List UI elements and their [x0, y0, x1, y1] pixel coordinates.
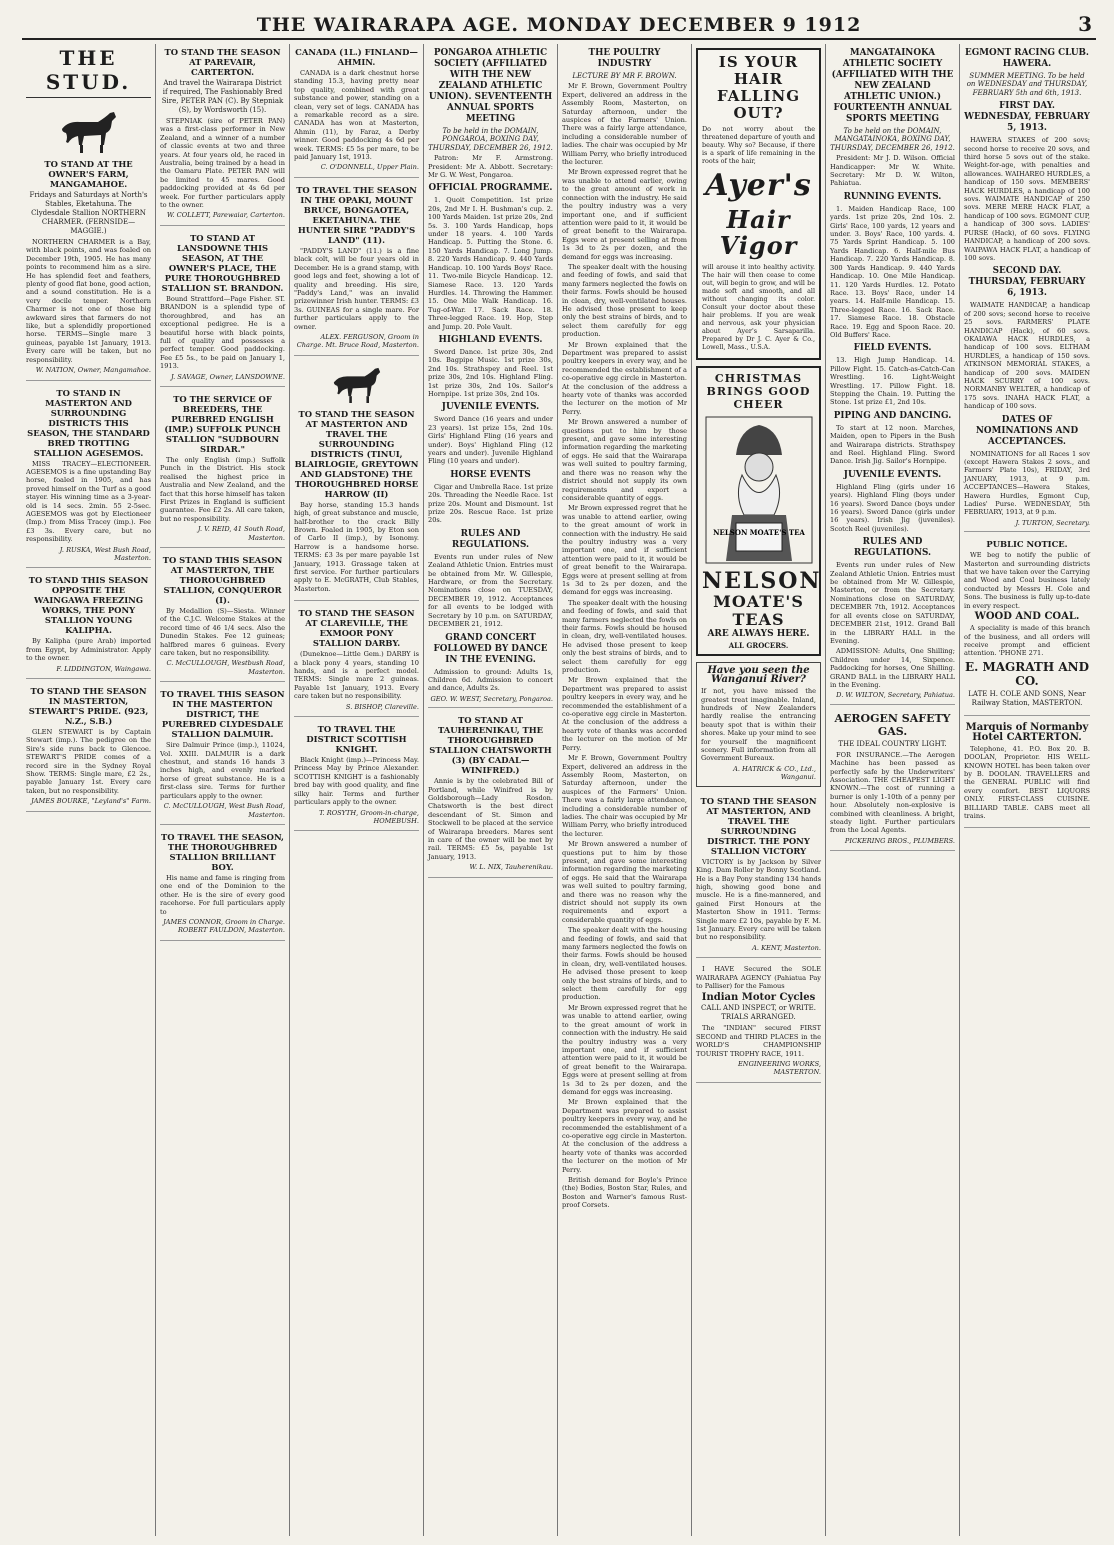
paragraph: The speaker dealt with the housing and feeding of fowls, and said that many farmers neglected the fowls on their farms. Fowls should be housed in clean, dry, well-ventilated houses. He advised those present to keep only the best strains of birds, and to select them carefully for egg production. — [562, 926, 687, 1002]
ad-heading: TO STAND IN MASTERTON AND SURROUNDING DISTRICTS THIS SEASON, THE STANDARD BRED TROTTING STALLION AGESEMOS. — [27, 387, 150, 458]
stud-ad-agesemos — [26, 385, 151, 569]
ad-subheading: Fridays and Saturdays at North's Stables, Eketahuna. The Clydesdale Stallion NORTHERN CHARMER. (FERNSIDE—MAGGIE.) — [29, 191, 148, 235]
ad-signature: F. LIDDINGTON, Waingawa. — [56, 664, 151, 673]
mangatainoka-notice — [830, 154, 955, 700]
rules-text: Events run under rules of New Zealand Athletic Union. Entries must be obtained from Mr. W. Gillespie, Hardware, or from the Secretary. Nominations close on TUESDAY, DECEMBER 19, 1912. Acceptances for all events to be lodged with Secretary by 10 p.m. on SATURDAY, DECEMBER 21, 1912. — [428, 552, 553, 629]
river-ad-heading: Have you seen the Wanganui River? — [707, 665, 810, 685]
stud-ad-brilliant-boy — [160, 829, 285, 941]
horse-illustration-icon — [54, 109, 124, 155]
river-ad-body: If not, you have missed the greatest treat imaginable. Inland, hundreds of New Zealanders hardly realise the entrancing beauty spot that is within their shores. Make up your mind to see for yourself the magnificent scenery. Full information from all Government Bureaux. — [701, 687, 816, 763]
poultry-article-body — [562, 82, 687, 1209]
column-3 — [290, 44, 424, 1536]
dates-text: NOMINATIONS for all Races 1 sov (except Hawera Stakes 2 sovs., and Farmers' Plate 10s), FRIDAY, 3rd JANUARY, 1913, at 9 p.m. ACCEPTANCES—Hawera Stakes, Hawera Hurdles, Egmont Cup, Ladies' Purse. WEDNESDAY, 5th FEBRUARY, 1913, at 9 p.m. — [964, 449, 1090, 517]
stud-ad-scottish-knight — [294, 721, 419, 831]
paragraph: Mr Brown explained that the Department was prepared to assist poultry keepers in every way, and he recommended the establishment of a co-operative egg circle in Masterton. At the conclusion of the address a hearty vote of thanks was accorded the lecturer on the motion of Mr Perry. — [562, 1098, 687, 1174]
ad-heading: TO TRAVEL THE SEASON, THE THOROUGHBRED STALLION BRILLIANT BOY. — [161, 831, 284, 872]
hotel-body: Telephone, 41. P.O. Box 20. B. DOOLAN, Proprietor. HIS WELL-KNOWN HOTEL has been taken over by B. DOOLAN. TRAVELLERS and the GENERAL PUBLIC will find every comfort. BEST LIQUORS ONLY. FIRST-CLASS CUISINE. BILLIARD TABLE. CABS meet all trains. — [964, 744, 1090, 820]
ad-subheading: And travel the Wairarapa District if required, The Fashionably Bred Sire, PETER PAN (C). By Stepniak (S), by Wordsworth (15). — [161, 79, 284, 114]
horse-events-text: Cigar and Umbrella Race. 1st prize 20s. Threading the Needle Race. 1st prize 20s. Mount and Dismount. 1st prize 20s. Rescue Race. 1st prize 20s. — [428, 482, 553, 525]
paragraph: Mr Brown answered a number of questions put to him by those present, and gave some interesting information regarding the marketing of eggs. He said that the Wairarapa was well suited to poultry farming, and there was no reason why the district should not supply its own requirements and export a considerable quantity of eggs. — [562, 840, 687, 924]
field-text: 13. High Jump Handicap. 14. Pillow Fight. 15. Catch-as-Catch-Can Wrestling. 16. Light-Weight Wrestling. 17. Pillow Fight. 18. Stepping the Chain. 19. Putting the Stone. 1st prize £1, 2nd 10s. — [830, 356, 955, 407]
poultry-article-title: THE POULTRY INDUSTRY — [588, 48, 661, 69]
paragraph: Mr Brown expressed regret that he was unable to attend earlier, owing to the great amount of work in connection with the industry. He said the poultry industry was a very important one, and if sufficient attention were paid to it, it would be of great benefit to the Wairarapa. Eggs were at present selling at from 1s 3d to 2s per dozen, and the demand for eggs was increasing. — [562, 504, 687, 597]
hair-ad-brand-2: Hair Vigor — [719, 205, 798, 260]
ad-signature: C. McCULLOUGH, Westbush Road, Masterton. — [166, 659, 285, 676]
hair-ad-heading-2: FALLING OUT? — [716, 87, 801, 122]
concert-heading: GRAND CONCERT FOLLOWED BY DANCE IN THE EVENING. — [433, 632, 548, 665]
ad-heading: TO STAND AT LANSDOWNE THIS SEASON, AT THE OWNER'S PLACE, THE PURE THOROUGHBRED STALLION ST. BRANDON. — [161, 232, 284, 293]
pongaroa-subheading: To be held in the DOMAIN, PONGAROA, BOXING DAY, THURSDAY, DECEMBER 26, 1912. — [428, 127, 553, 152]
divider — [830, 704, 955, 705]
ad-signature: JAMES CONNOR, Groom in Charge. ROBERT FAULDON, Masterton. — [163, 917, 285, 935]
tea-ad-tagline: ARE ALWAYS HERE. — [707, 629, 810, 639]
motor-ad-intro: I HAVE Secured the SOLE WAIRARAPA AGENCY (Pahiatua Pay to Palliser) for the Famous — [696, 965, 821, 990]
stud-ad-darby — [294, 605, 419, 717]
dates-heading: DATES OF NOMINATIONS AND ACCEPTANCES. — [975, 414, 1079, 447]
ad-body: Annie is by the celebrated Bill of Portland, while Winifred is by Goldsborough—Lady Rosdon. Chatsworth is the best direct descendant of St. Simon and Stockwell to be placed at the service of Wairarapa breeders. Mares sent in care of the owner will be met by rail. TERMS: £5 5s, payable 1st January, 1913. — [428, 777, 553, 861]
officers-text: President: Mr J. D. Wilson. Official Handicapper: Mr W. White. Secretary: Mr D. W. Wilton, Pahiatua. — [830, 154, 955, 188]
stud-ad-harrow — [294, 360, 419, 601]
horse-illustration-icon — [327, 365, 387, 405]
paragraph: The speaker dealt with the housing and feeding of fowls, and said that many farmers neglected the fowls on their farms. Fowls should be housed in clean, dry, well-ventilated houses. He advised those present to keep only the best strains of birds, and to select them carefully for egg production. — [562, 598, 687, 675]
highland-heading: HIGHLAND EVENTS. — [438, 334, 543, 345]
newspaper-title: THE WAIRARAPA AGE. MONDAY DECEMBER 9 1912 — [256, 14, 862, 36]
running-text: 1. Maiden Handicap Race, 100 yards. 1st prize 20s, 2nd 10s. 2. Girls' Race, 100 yards, 12 years and under. 3. Boys' Race, 100 yards. 4. 75 Yards Sprint Handicap. 5. 100 Yards Handicap. 6. Half-mile Bus Handicap. 7. 220 Yards Handicap. 8. 300 Yards Handicap. 9. 440 Yards Handicap. 10. One Mile Handicap. 11. 120 Yards Hurdles. 12. Potato Race. 13. Boys' Race, under 14 years. 14. Half-mile Handicap. 15. Three-legged Race. 16. Sack Race. 17. Siamese Race. 18. Obstacle Race. 19. Egg and Spoon Race. 20. Old Buffers' Race. — [830, 204, 955, 339]
ad-heading: TO STAND AT TAUHERENIKAU, THE THOROUGHBRED STALLION CHATSWORTH (3) (BY CADAL—WINIFRED.) — [429, 715, 552, 776]
ad-signature: A. KENT, Masterton. — [752, 943, 821, 952]
ad-heading: TO STAND AT THE OWNER'S FARM, MANGAMAHOE. — [44, 159, 133, 189]
wanganui-river-ad — [696, 662, 821, 786]
ad-signature: T. ROSYTH, Groom-in-charge, HOMEBUSH. — [319, 808, 419, 825]
page-number: 3 — [1078, 12, 1092, 36]
paragraph: Mr Brown expressed regret that he was unable to attend earlier, owing to the great amount of work in connection with the industry. He said the poultry industry was a very important one, and if sufficient attention were paid to it, it would be of great benefit to the Wairarapa. Eggs were at present selling at from 1s 3d to 2s per dozen, and the demand for eggs was increasing. — [562, 168, 687, 261]
motor-ad-body: The "INDIAN" secured FIRST SECOND and THIRD PLACES in the WORLD'S CHAMPIONSHIP TOURIST TROPHY RACE, 1911. — [696, 1024, 821, 1058]
ad-heading: TO STAND THIS SEASON AT MASTERTON, THE THOROUGHBRED STALLION, CONQUEROR (I). — [162, 555, 283, 605]
river-ad-signature: A. HATRICK & CO., Ltd., Wanganui. — [733, 764, 816, 782]
juvenile-text: Highland Fling (girls under 16 years). Highland Fling (boys under 16 years). Sword Dance (boys under 16 years). Sword Dance (girls under 16 years). Irish Jig (juveniles). Scotch Reel (juveniles). — [830, 482, 955, 533]
stud-ad-peter-pan — [160, 44, 285, 226]
rules-text: Events run under rules of New Zealand Athletic Union. Entries must be obtained from Mr W. Gillespie, Masterton, or from the Secretary. Nominations close on SATURDAY, DECEMBER 7th, 1912. Acceptances for all events close on SATURDAY, DECEMBER 21st, 1912. Grand Ball in the LIBRARY HALL in the Evening. — [830, 561, 955, 645]
wood-coal-heading: WOOD AND COAL. — [974, 611, 1080, 623]
ad-signature: S. BISHOP, Clareville. — [345, 702, 419, 711]
officers-text: Patron: Mr F. Armstrong. President: Mr A. Abbott. Secretary: Mr G. W. West, Pongaroa. — [428, 154, 553, 180]
ad-body: CANADA is a dark chestnut horse standing 15.3, having pretty near top quality, combined with great substance and power, standing on a clean, very set of legs. CANADA has a remarkable record as a sire. CANADA has won at Masterton, Ahmin (11), by Faraz, a Derby winner. Good paddocking 4s 6d per week. TERMS: £5 5s per mare, to be paid January 1st, 1913. — [294, 69, 419, 162]
stud-ad-northern-charmer — [26, 104, 151, 381]
admission-text: ADMISSION: Adults, One Shilling; Children under 14, Sixpence. Paddocking for horses, One Shilling. GRAND BALL in the LIBRARY HALL in the Evening. — [830, 647, 955, 689]
egmont-signature: J. TURTON, Secretary. — [1015, 518, 1090, 527]
hair-ad-brand-1: Ayer's — [705, 168, 812, 203]
ad-body: "PADDY'S LAND" (11.) is a fine black colt, will be four years old in December. He is a grand stamp, with good legs and feet, showing a lot of quality and breeding. His sire, "Paddy's Land," was an invalid prizewinner Irish hunter. TERMS: £3 3s. GUINEAS for a single mare. For further particulars apply to the owner. — [294, 246, 419, 331]
piping-text: To start at 12 noon. Marches, Maiden, open to Pipers in the Bush and Wairarapa districts. Strathspey and Reel. Highland Fling. Sword Dance. Irish Jig. Sailor's Hornpipe. — [830, 423, 955, 466]
stud-ad-victory — [696, 793, 821, 958]
ad-heading: TO STAND THE SEASON AT CLAREVILLE, THE EXMOOR PONY STALLION DARBY. — [298, 608, 415, 649]
column-2 — [156, 44, 290, 1536]
egmont-racing-subheading: SUMMER MEETING. To be held on WEDNESDAY and THURSDAY, FEBRUARY 5th and 6th, 1913. — [966, 72, 1088, 97]
mangatainoka-subheading: To be held on the DOMAIN, MANGATAINOKA, BOXING DAY, THURSDAY, DECEMBER 26, 1912. — [830, 127, 955, 152]
ad-signature: ALEX. FERGUSON, Groom in Charge. Mt. Bruce Road, Masterton. — [296, 332, 419, 350]
rules-heading: RULES AND REGULATIONS. — [853, 537, 932, 559]
wood-coal-body: A speciality is made of this branch of the business, and all orders will receive prompt and efficient attention. 'PHONE 271. — [964, 624, 1090, 658]
stud-ad-sudbourn-sirdar — [160, 391, 285, 548]
paragraph: Mr F. Brown, Government Poultry Expert, delivered an address in the Assembly Room, Masterton, on Saturday afternoon, under the auspices of the Farmers' Union. There was a fairly large attendance, including a considerable number of ladies. The chair was occupied by Mr William Perry, who briefly introduced the lecturer. — [562, 754, 687, 838]
running-heading: RUNNING EVENTS. — [843, 191, 942, 202]
column-8 — [960, 44, 1094, 1536]
column-1 — [22, 44, 156, 1536]
column-5 — [558, 44, 692, 1536]
hair-ad-heading-1: IS YOUR HAIR — [718, 53, 799, 88]
ad-body: Bay horse, standing 15.3 hands high, of great substance and muscle, half-brother to the crack Billy Brown. Foaled in 1905, by Eton son of Carlo II (imp.), by Isonomy. Harrow is a handsome horse. TERMS: £3 3s per mare payable 1st January, 1913. Grassage taken at first service. For further particulars apply to E. McGRATH, Club Stables, Masterton. — [294, 500, 419, 593]
paragraph: The speaker dealt with the housing and feeding of fowls, and said that many farmers neglected the fowls on their farms. Fowls should be housed in clean, dry, well-ventilated houses. He advised those present to keep only the best strains of birds, and to select them carefully for egg production. — [562, 262, 687, 339]
motor-ad-signature: ENGINEERING WORKS, MASTERTON. — [737, 1060, 821, 1077]
ad-body: The only English (imp.) Suffolk Punch in the District. His stock realised the highest price in Australia and New Zealand, and the fact that this horse himself has taken First Prizes in England is sufficient guarantee. Fee £2 2s. All care taken, but no responsibility. — [160, 455, 285, 523]
gas-ad-body: FOR INSURANCE.—The Aerogen Machine has been passed as perfectly safe by the Underwriters' Association. THE CHEAPEST LIGHT KNOWN.—The cost of running a burner is only 1-10th of a penny per hour. Absolutely non-explosive is combined with cleanliness. A bright, steady light. Further particulars from the Local Agents. — [830, 750, 955, 835]
ad-heading: CANADA (1L.) FINLAND—AHMIN. — [295, 47, 418, 67]
egmont-racing-notice — [964, 101, 1090, 527]
programme-text: 1. Quoit Competition. 1st prize 20s, 2nd Mr I. H. Bushman's cup. 2. 100 Yards Maiden. 1st prize 20s, 2nd 5s. 3. 100 Yards Handicap, hops under 18 years. 4. 100 Yards Handicap. 5. Putting the Stone. 6. 150 Yards Handicap. 7. Long Jump. 8. 220 Yards Handicap. 9. 440 Yards Handicap. 10. 100 Yards Boys' Race. 11. Two-mile Bicycle Handicap. 12. Siamese Race. 13. 120 Yards Hurdles. 14. Throwing the Hammer. 15. One Mile Walk Handicap. 16. Tug-of-War. 17. Sack Race. 18. Three-legged Race. 19. Hop, Step and Jump. 20. Pole Vault. — [428, 196, 553, 331]
paragraph: Mr Brown expressed regret that he was unable to attend earlier, owing to the great amount of work in connection with the industry. He said the poultry industry was a very important one, and if sufficient attention were paid to it, it would be of great benefit to the Wairarapa. Eggs were at present selling at from 1s 3d to 2s per dozen, and the demand for eggs was increasing. — [562, 1003, 687, 1096]
gas-ad-subheading: THE IDEAL COUNTRY LIGHT. — [838, 739, 947, 748]
ad-body: By Medallion (S)—Siesta. Winner of the C.J.C. Welcome Stakes at the record time of 46 1/4 secs. Also the Dunedin Stakes. Fee 12 guineas; halfbred mares 6 guineas. Every care taken, but no responsibility. — [160, 607, 285, 658]
stud-ad-chatsworth — [428, 712, 553, 877]
motor-ad-subheading: CALL AND INSPECT, or WRITE. TRIALS ARRANGED. — [701, 1004, 816, 1022]
stud-ad-conqueror — [160, 552, 285, 682]
ad-body: VICTORY is by Jackson by Silver King. Dam Roller by Bonny Scotland. He is a Bay Pony standing 134 hands high, showing good bone and muscle. He is a fine-mannered, and gained First Honours at the Masterton Show in 1911. Terms: Single mare £2 10s, payable by F. M. 1st January. Every care will be taken but no responsibility. — [696, 857, 821, 942]
ad-heading: TO STAND THIS SEASON OPPOSITE THE WAINGAWA FREEZING WORKS, THE PONY STALLION YOUNG KALIPHA. — [28, 575, 149, 636]
tea-ad-brand-1: NELSON — [702, 568, 822, 594]
ad-body: (Duneknoe—Little Gem.) DARBY is a black pony 4 years, standing 10 hands, and is a perfect model. TERMS: Single mare 2 guineas. Payable 1st January, 1913. Every care taken but no responsibility. — [294, 650, 419, 701]
ad-heading: TO STAND THE SEASON IN MASTERTON, STEWART'S PRIDE. (923, N.Z., S.B.) — [28, 686, 149, 726]
egmont-racing-heading: EGMONT RACING CLUB. HAWERA. — [964, 48, 1089, 69]
gas-ad-signature: PICKERING BROS., PLUMBERS. — [844, 836, 955, 845]
motor-ad-heading: Indian Motor Cycles — [701, 992, 816, 1004]
ad-body: Sire Dalmuir Prince (imp.), 11024, Vol. XXIII. DALMUIR is a dark chestnut, and stands 16 hands 3 inches high, and evenly marked horse of great substance. He is a first-class sire. Terms for further particulars apply to the owner. — [160, 741, 285, 800]
column-7 — [826, 44, 960, 1536]
ad-heading: TO STAND THE SEASON AT MASTERTON AND TRAVEL THE SURROUNDING DISTRICTS (TINUI, BLAIRLOGIE, GREYTOWN AND GLADSTONE) THE THOROUGHBRED HORSE HARROW (II) — [294, 408, 419, 499]
nelson-moates-tea-ad — [696, 366, 821, 656]
public-notice-ad — [964, 536, 1090, 715]
ad-heading: TO STAND THE SEASON AT PAREVAIR, CARTERTON. — [164, 47, 281, 77]
paragraph: British demand for Boyle's Prince (the) Bodies, Boston Star, Rules, and Boston and Warner's famous Rust-proof Corsets. — [562, 1176, 687, 1210]
paragraph: Mr Brown explained that the Department was prepared to assist poultry keepers in every way, and he recommended the establishment of a co-operative egg circle in Masterton. At the conclusion of the address a hearty vote of thanks was accorded the lecturer on the motion of Mr Perry. — [562, 340, 687, 416]
ad-body: Black Knight (imp.)—Princess May. Princess May by Prince Alexander. SCOTTISH KNIGHT is a fashionably bred bay with good quality, and fine silky hair. Terms and further particulars apply to the owner. — [294, 756, 419, 807]
hair-ad-intro: Do not worry about the threatened departure of youth and beauty. Why so? Because, if there is a spark of life remaining in the roots of the hair, — [702, 125, 815, 165]
ad-body: STEPNIAK (sire of PETER PAN) was a first-class performer in New Zealand, and a winner of a number of classic events at two and three years. At four years old, he raced in Australia, being trained by a head in the Oamaru Plate. PETER PAN will be limited to 45 mares. Good paddocking provided at 4s 6d per week. For further particulars apply to the owner. — [160, 117, 285, 210]
santa-illustration-icon — [704, 415, 814, 565]
ad-signature: JAMES BOURKE, "Leyland's" Farm. — [31, 797, 151, 806]
indian-motor-cycles-ad — [696, 962, 821, 1083]
aerogen-gas-ad — [830, 709, 955, 851]
ad-signature: W. NATION, Owner, Mangamahoe. — [35, 366, 151, 375]
tea-ad-banner: CHRISTMAS BRINGS GOOD CHEER — [706, 372, 811, 411]
stud-ad-st-brandon — [160, 230, 285, 387]
mangatainoka-heading: MANGATAINOKA ATHLETIC SOCIETY (AFFILIATED WITH THE NEW ZEALAND ATHLETIC UNION.) FOURTEENTH ANNUAL SPORTS MEETING — [831, 48, 954, 124]
ad-signature: W. COLLETT, Parewaiar, Carterton. — [166, 211, 285, 220]
divider — [964, 531, 1090, 532]
ad-signature: C. O'DONNELL, Upper Plain. — [320, 163, 419, 172]
hotel-heading: Marquis of Normanby Hotel CARTERTON. — [965, 721, 1089, 743]
stud-ad-paddys-land — [294, 182, 419, 356]
pongaroa-signature: GEO. W. WEST, Secretary, Pongaroa. — [430, 694, 553, 703]
first-day-heading: FIRST DAY. WEDNESDAY, FEBRUARY 5, 1913. — [964, 101, 1090, 134]
ad-body: By Kalipha (pure Arab) imported from Egypt, by Administrator. Apply to the owner. — [26, 637, 151, 663]
newspaper-columns — [22, 44, 1096, 1536]
stud-ad-stewarts-pride — [26, 683, 151, 812]
paragraph: Mr F. Brown, Government Poultry Expert, delivered an address in the Assembly Room, Masterton, on Saturday afternoon, under the auspices of the Farmers' Union. There was a fairly large attendance, including a considerable number of ladies. The chair was occupied by Mr William Perry, who briefly introduced the lecturer. — [562, 82, 687, 167]
juvenile-text: Sword Dance (16 years and under 23 years). 1st prize 15s, 2nd 10s. Girls' Highland Fling (16 years and under). Boys' Highland Fling (12 years and under). Juvenile Highland Fling (10 years and under). — [428, 415, 553, 466]
first-day-text: HAWERA STAKES of 200 sovs; second horse to receive 20 sovs, and third horse 5 sovs out of the stake. Weight-for-age, with penalties and allowances. WAIHAREO HURDLES, a handicap of 150 sovs. MEMBERS' HACK HURDLES, a handicap of 100 sovs. WAIMATE HANDICAP of 250 sovs. MERE MERE HACK FLAT, a handicap of 100 sovs. EGMONT CUP, a handicap of 300 sovs. LADIES' PURSE (Hack), of 60 sovs. FLYING HANDICAP, a handicap of 200 sovs. WAIPAWA HACK FLAT, a handicap of 100 sovs. — [964, 136, 1090, 262]
ad-signature: W. L. NIX, Tauherenikau. — [469, 863, 553, 872]
juvenile-heading: JUVENILE EVENTS. — [441, 402, 540, 413]
pongaroa-heading: PONGAROA ATHLETIC SOCIETY (AFFILIATED WITH THE NEW ZEALAND ATHLETIC UNION). SEVENTEENTH ANNUAL SPORTS MEETING — [428, 48, 553, 124]
magrath-heading: E. MAGRATH AND CO. — [964, 659, 1090, 688]
concert-text: Admission to ground: Adults 1s, Children 6d. Admission to concert and dance, Adults 2s. — [428, 667, 553, 693]
ad-signature: J. SAVAGE, Owner, LANSDOWNE. — [170, 372, 285, 381]
paragraph: Mr Brown explained that the Department was prepared to assist poultry keepers in every way, and he recommended the establishment of a co-operative egg circle in Masterton. At the conclusion of the address a hearty vote of thanks was accorded the lecturer on the motion of Mr Perry. — [562, 676, 687, 752]
stud-ad-dalmuir — [160, 686, 285, 825]
magrath-subheading: LATE H. COLE AND SONS, Near Railway Station, MASTERTON. — [968, 689, 1086, 707]
ayers-hair-vigor-ad — [696, 48, 821, 360]
notice-body: WE beg to notify the public of Masterton and surrounding districts that we have taken over the Carrying and Wood and Coal business lately conducted by Messrs H. Cole and Sons. The business is fully up-to-date in every respect. — [964, 551, 1090, 610]
column-6 — [692, 44, 826, 1536]
hair-ad-body: will arouse it into healthy activity. The hair will then cease to come out, will begin to grow, and will be made soft and smooth, and all without changing its color. Consult your doctor about these hair problems. If you are weak and nervous, ask your physician about Ayer's Sarsaparilla. Prepared by Dr J. C. Ayer & Co., Lowell, Mass., U.S.A. — [702, 263, 815, 351]
paragraph: Mr Brown answered a number of questions put to him by those present, and gave some interesting information regarding the marketing of eggs. He said that the Wairarapa was well suited to poultry farming, and there was no reason why the district should not supply its own requirements and export a considerable quantity of eggs. — [562, 418, 687, 502]
pongaroa-notice — [428, 154, 553, 703]
normanby-hotel-ad — [964, 720, 1090, 829]
field-heading: FIELD EVENTS. — [853, 343, 932, 354]
ad-signature: J. RUSKA, West Bush Road, Masterton. — [59, 545, 151, 562]
ad-signature: J. V. REID, 41 South Road, Masterton. — [197, 525, 285, 542]
gas-ad-heading: AEROGEN SAFETY GAS. — [834, 711, 951, 738]
juvenile-heading: JUVENILE EVENTS. — [843, 469, 942, 480]
divider — [428, 707, 553, 708]
second-day-heading: SECOND DAY. THURSDAY, FEBRUARY 6, 1913. — [968, 266, 1086, 299]
piping-heading: PIPING AND DANCING. — [833, 410, 952, 421]
ad-signature: C. McCULLOUGH, West Bush Road, Masterton. — [163, 802, 285, 819]
stud-ad-canada — [294, 44, 419, 178]
mangatainoka-signature: D. W. WILTON, Secretary, Pahiatua. — [836, 691, 955, 700]
ad-body: MISS TRACEY—ELECTIONEER. AGESEMOS is a fine upstanding Bay horse, foaled in 1905, and has proved himself on the Turf as a good stayer. His winning time as a 3-year-old is 14 secs. 2min. 55 2-5sec. AGESEMOS was got by Electioneer (Imp.) from Miss Tracey (imp.). Fee £3 3s. Every care, but no responsibility. — [26, 459, 151, 544]
ad-heading: TO TRAVEL THE SEASON IN THE OPAKI, MOUNT BRUCE, BONGAOTEA, EKETAHUNA. THE HUNTER SIRE "PADDY'S LAND" (11). — [296, 184, 417, 245]
stud-ad-young-kalipha — [26, 572, 151, 679]
tea-ad-brand-2: MOATE'S — [713, 592, 804, 611]
ad-body: GLEN STEWART is by Captain Stewart (imp.). The pedigree on the Sire's side runs back to Glencoe. STEWART'S PRIDE comes of a record sire in the Sydney Royal Show. TERMS: Single mare, £2 2s., payable January 1st. Every care taken, but no responsibility. — [26, 728, 151, 795]
poultry-article-subtitle: LECTURE BY MR F. BROWN. — [572, 72, 677, 80]
tea-tin-label: NELSON MOATE'S TEA — [712, 528, 805, 537]
column-4 — [424, 44, 558, 1536]
ad-body: Bound Strattford—Page Fisher. ST. BRANDON is a splendid type of thoroughbred, and has an exceptional pedigree. He is a beautiful horse with black points, full of quality and possesses a perfect temper. Good paddocking. Fee £5 5s., to be paid on January 1, 1913. — [160, 294, 285, 371]
ad-heading: TO STAND THE SEASON AT MASTERTON, AND TRAVEL THE SURROUNDING DISTRICT. THE PONY STALLION VICTORY — [700, 795, 817, 856]
second-day-text: WAIMATE HANDICAP, a handicap of 200 sovs; second horse to receive 25 sovs. FARMERS' PLATE HANDICAP (Hack), of 60 sovs. OKAIAWA HACK HURDLES, a handicap of 100 sovs. ELTHAM HURDLES, a handicap of 150 sovs. ATKINSON MEMORIAL STAKES, a handicap of 200 sovs. MAIDEN HACK SCURRY of 100 sovs. NORMANBY WELTER, a handicap of 175 sovs. INAHA HACK FLAT, a handicap of 100 sovs. — [964, 301, 1090, 411]
ad-heading: TO TRAVEL THE DISTRICT SCOTTISH KNIGHT. — [306, 724, 407, 755]
tea-ad-footer: ALL GROCERS. — [728, 641, 789, 650]
rules-heading: RULES AND REGULATIONS. — [451, 528, 530, 550]
notice-heading: PUBLIC NOTICE. — [986, 539, 1068, 550]
ad-body: His name and fame is ringing from one end of the Dominion to the other. He is the sire of every good racehorse. For full particulars apply to — [160, 873, 285, 916]
tea-ad-brand-3: TEAS — [732, 610, 785, 629]
ad-heading: TO TRAVEL THIS SEASON IN THE MASTERTON DISTRICT, THE PUREBRED CLYDESDALE STALLION DALMUIR. — [160, 689, 285, 740]
programme-heading: OFFICIAL PROGRAMME. — [428, 183, 553, 194]
highland-text: Sword Dance. 1st prize 30s, 2nd 10s. Bagpipe Music. 1st prize 30s, 2nd 10s. Strathspey and Reel. 1st prize 30s, 2nd 10s. Highland Fling. 1st prize 30s, 2nd 10s. Sailor's Hornpipe. 1st prize 30s, 2nd 10s. — [428, 347, 553, 398]
section-title: THE STUD. — [26, 46, 151, 98]
ad-body: NORTHERN CHARMER is a Bay, with black points, and was foaled on December 19th, 1905. He has many points to recommend him as a sire. He has splendid feet and feathers, plenty of good flat bone, good action, and a sound constitution. He is a very docile temper. Northern Charmer is not one of those big awkward sires that farmers do not like, but a splendidly proportioned horse. TERMS—Single mare 3 guineas, payable 1st January, 1913. Every care will be taken, but no responsibility. — [26, 238, 151, 364]
masthead — [22, 10, 1096, 40]
horse-events-heading: HORSE EVENTS — [450, 469, 531, 480]
ad-heading: TO THE SERVICE OF BREEDERS, THE PUREBRED ENGLISH (IMP.) SUFFOLK PUNCH STALLION "SUDBOURN SIRDAR." — [164, 393, 281, 454]
